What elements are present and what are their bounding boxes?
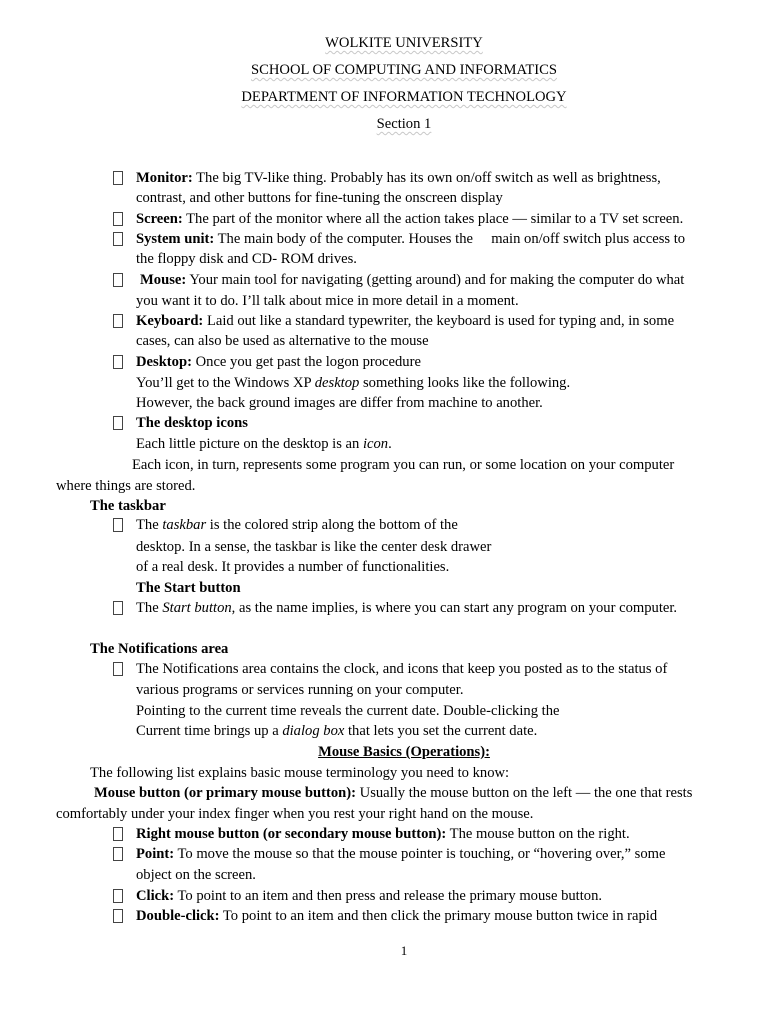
system-unit-item-cont: the floppy disk and CD- ROM drives.	[136, 251, 357, 267]
start-heading: The Start button	[136, 580, 241, 596]
bullet-icon	[113, 909, 123, 923]
bullet-icon	[113, 662, 123, 676]
keyboard-item-cont: cases, can also be used as alternative to the mouse	[136, 333, 429, 349]
start-text: The Start button, as the name implies, is where you can start any program on your computer.	[136, 600, 678, 616]
screen-item: Screen: The part of the monitor where all the action takes place — similar to a TV set screen.	[136, 211, 684, 227]
notifications-text3: Pointing to the current time reveals the current date. Double-clicking the	[136, 703, 560, 719]
notifications-text4: Current time brings up a dialog box that lets you set the current date.	[136, 723, 538, 739]
mouse-basics-intro: The following list explains basic mouse terminology you need to know:	[90, 765, 510, 781]
right-button-item: Right mouse button (or secondary mouse button): The mouse button on the right.	[136, 826, 630, 842]
taskbar-text3: of a real desk. It provides a number of functionalities.	[136, 559, 450, 575]
bullet-icon	[113, 847, 123, 861]
mouse-basics-heading: Mouse Basics (Operations):	[318, 744, 490, 760]
point-item-cont: object on the screen.	[136, 867, 256, 883]
desktop-icons-heading: The desktop icons	[136, 415, 248, 431]
bullet-icon	[113, 273, 123, 287]
bullet-icon	[113, 416, 123, 430]
bullet-icon	[113, 601, 123, 615]
bullet-icon	[113, 171, 123, 185]
desktop-item-cont: You’ll get to the Windows XP desktop something looks like the following.	[136, 375, 571, 391]
bullet-icon	[113, 827, 123, 841]
bullet-icon	[113, 212, 123, 226]
taskbar-text: The taskbar is the colored strip along the bottom of the	[136, 517, 458, 533]
desktop-item: Desktop: Once you get past the logon procedure	[136, 354, 421, 370]
bullet-icon	[113, 889, 123, 903]
click-item: Click: To point to an item and then press and release the primary mouse button.	[136, 888, 603, 904]
system-unit-item: System unit: The main body of the computer. Houses the main on/off switch plus access to	[136, 231, 686, 247]
university-title: WOLKITE UNIVERSITY	[325, 35, 483, 51]
double-click-item: Double-click: To point to an item and then click the primary mouse button twice in rapid	[136, 908, 658, 924]
bullet-icon	[113, 314, 123, 328]
taskbar-text2: desktop. In a sense, the taskbar is like the center desk drawer	[136, 539, 492, 555]
taskbar-heading: The taskbar	[90, 498, 166, 514]
bullet-icon	[113, 355, 123, 369]
desktop-icons-text: Each little picture on the desktop is an icon.	[136, 436, 392, 452]
bullet-icon	[113, 232, 123, 246]
mouse-item: Mouse: Your main tool for navigating (getting around) and for making the computer do what	[140, 272, 685, 288]
monitor-item: Monitor: The big TV-like thing. Probably has its own on/off switch as well as brightness,	[136, 170, 661, 186]
primary-button-item-cont: comfortably under your index finger when you rest your right hand on the mouse.	[56, 806, 534, 822]
section-title: Section 1	[376, 116, 432, 132]
notifications-text2: various programs or services running on your computer.	[136, 682, 464, 698]
monitor-item-cont: contrast, and other buttons for fine-tuning the onscreen display	[136, 190, 503, 206]
bullet-icon	[113, 518, 123, 532]
point-item: Point: To move the mouse so that the mouse pointer is touching, or “hovering over,” some	[136, 846, 666, 862]
page-number: 1	[400, 943, 408, 958]
mouse-item-cont: you want it to do. I’ll talk about mice in more detail in a moment.	[136, 293, 519, 309]
school-title: SCHOOL OF COMPUTING AND INFORMATICS	[251, 62, 557, 78]
desktop-icons-text3: where things are stored.	[56, 478, 196, 494]
desktop-icons-text2: Each icon, in turn, represents some program you can run, or some location on your computer	[132, 457, 675, 473]
notifications-text: The Notifications area contains the clock, and icons that keep you posted as to the status of	[136, 661, 668, 677]
keyboard-item: Keyboard: Laid out like a standard typewriter, the keyboard is used for typing and, in some	[136, 313, 675, 329]
department-title: DEPARTMENT OF INFORMATION TECHNOLOGY	[241, 89, 567, 105]
primary-button-item: Mouse button (or primary mouse button): Usually the mouse button on the left — the one that rests	[94, 785, 693, 801]
notifications-heading: The Notifications area	[90, 641, 229, 657]
desktop-item-cont2: However, the back ground images are differ from machine to another.	[136, 395, 543, 411]
